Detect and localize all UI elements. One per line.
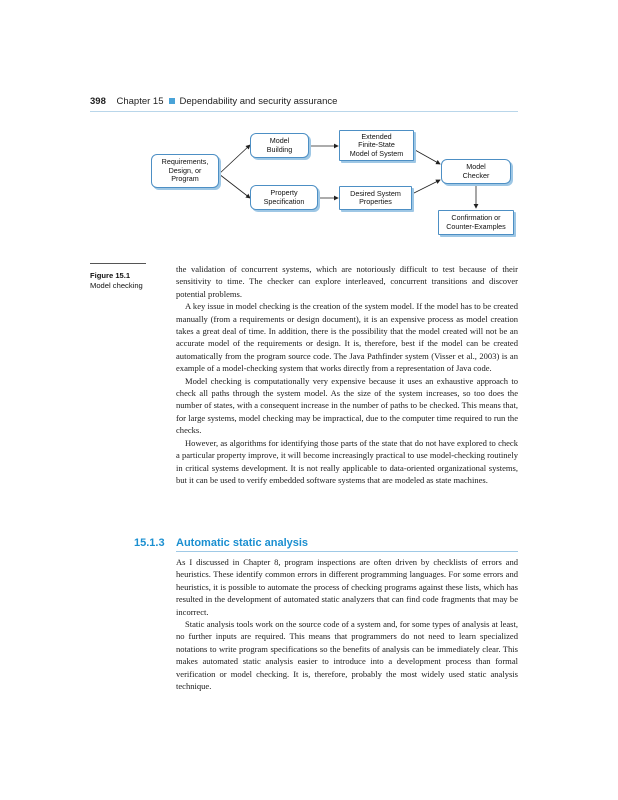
diagram-arrows (0, 0, 618, 260)
body-paragraph: the validation of concurrent systems, which are notoriously difficult to test because of their sensitivity to time. The checker can explore interleaved, concurrent transitions and discover potential problems. (176, 264, 518, 299)
confirmation-box: Confirmation or Counter-Examples (438, 210, 514, 235)
section-title: Automatic static analysis (176, 537, 309, 549)
desired-properties-box: Desired System Properties (339, 186, 412, 210)
page-number: 398 (90, 96, 106, 107)
chapter-title: Dependability and security assurance (179, 96, 338, 107)
model-checker-box: Model Checker (441, 159, 511, 184)
section-heading (134, 537, 518, 551)
section-text (176, 556, 518, 692)
figure-caption-rule (90, 263, 146, 264)
efsm-box: Extended Finite-State Model of System (339, 130, 414, 161)
body-text (176, 263, 518, 486)
model-checking-diagram (0, 0, 618, 260)
section-divider (176, 551, 518, 552)
figure-caption (90, 271, 168, 291)
arrow-efsm-to-model-checker (415, 150, 440, 164)
section-paragraph: Static analysis tools work on the source code of a system and, for some types of analysis at least, no further inputs are required. This means that programmers do not need to learn specialized notations to write program specifications so the benefits of analysis can be immediately clear. This makes automated static analysis easier to introduce into a development process than formal verification or model checking. It is, therefore, probably the most widely used static analysis technique. (176, 619, 518, 692)
model-building-box: Model Building (250, 133, 309, 158)
body-paragraph: A key issue in model checking is the creation of the system model. If the model has to be created manually (from a requirements or design document), it is an expensive process as model creation takes a great deal of time. In addition, there is the possibility that the model created will not be an accurate model of the requirements or design. It is, therefore, best if the model can be created automatically from the program source code. The Java Pathfinder system (Visser et al., 2003) is an example of a model-checking system that works directly from a representation of Java code. (176, 301, 518, 374)
arrow-requirements-to-property-spec (219, 174, 250, 198)
section-number: 15.1.3 (134, 537, 165, 549)
arrow-requirements-to-model-building (219, 145, 250, 174)
figure-label: Figure 15.1 (90, 271, 131, 280)
body-paragraph: However, as algorithms for identifying those parts of the state that do not have explored to check a particular property improve, it will become increasingly practical to use model-checking routinely in critical systems development. It is not really applicable to data-oriented organizational systems, but it can be used to verify embedded software systems that are modeled as state machines. (176, 437, 518, 485)
section-paragraph: As I discussed in Chapter 8, program inspections are often driven by checklists of errors and heuristics. These identify common errors in different programming languages. For some errors and heuristics, it is possible to automate the process of checking programs against these lists, which has resulted in the development of automated static analyzers that can find code fragments that may be incorrect. (176, 557, 518, 617)
chapter-label: Chapter 15 (116, 96, 164, 107)
figure-caption-text: Model checking (90, 281, 143, 290)
body-paragraph: Model checking is computationally very expensive because it uses an exhaustive approach to check all paths through the system model. As the size of the system increases, so too does the number of states, with a consequent increase in the number of paths to be checked. This means that, for large systems, model checking may be impractical, due to the computer time required to run the checks. (176, 375, 518, 436)
requirements-box: Requirements, Design, or Program (151, 154, 219, 188)
property-spec-box: Property Specification (250, 185, 318, 210)
arrow-desired-props-to-model-checker (412, 180, 440, 194)
